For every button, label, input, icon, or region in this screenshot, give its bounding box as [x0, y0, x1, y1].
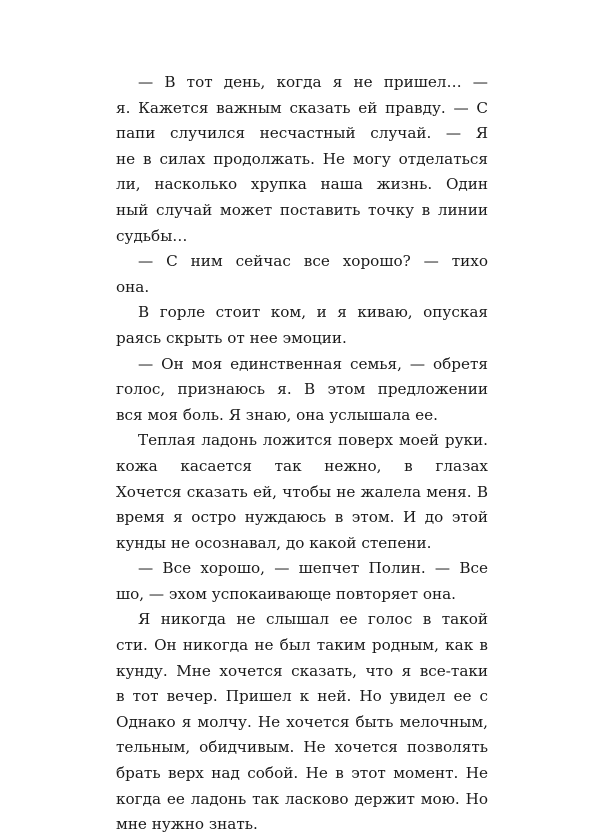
- paragraph: [116, 607, 488, 837]
- text-line: время я остро нуждаюсь в этом. И до этой: [116, 508, 488, 527]
- paragraph: [116, 249, 488, 300]
- text-line: не в силах продолжать. Не могу отделаться: [116, 149, 488, 168]
- text-line: — Все хорошо, — шепчет Полин. — Все: [138, 559, 488, 578]
- text-line: я. Кажется важным сказать ей правду. — С: [116, 98, 488, 117]
- text-line: голос, признаюсь я. В этом предложении: [116, 380, 488, 399]
- text-line: она.: [116, 277, 150, 296]
- text-line: кунды не осознавал, до какой степени.: [116, 533, 432, 552]
- text-line: Теплая ладонь ложится поверх моей руки.: [138, 431, 488, 450]
- text-line: В горле стоит ком, и я киваю, опуская: [138, 303, 488, 322]
- text-line: Хочется сказать ей, чтобы не жалела меня. В: [116, 482, 488, 501]
- text-line: вся моя боль. Я знаю, она услышала ее.: [116, 405, 438, 424]
- paragraph: [116, 352, 488, 429]
- paragraph: [116, 70, 488, 249]
- text-line: кунду. Мне хочется сказать, что я все-таки: [116, 661, 488, 680]
- text-line: — С ним сейчас все хорошо? — тихо: [138, 252, 488, 271]
- text-line: в тот вечер. Пришел к ней. Но увидел ее с: [116, 687, 488, 706]
- text-line: когда ее ладонь так ласково держит мою. Но: [116, 789, 488, 808]
- text-line: кожа касается так нежно, в глазах: [116, 456, 488, 475]
- text-line: ный случай может поставить точку в линии: [116, 200, 488, 219]
- text-line: ли, насколько хрупка наша жизнь. Один: [116, 175, 488, 194]
- paragraph: [116, 556, 488, 607]
- paragraph: [116, 428, 488, 556]
- text-line: папи случился несчастный случай. — Я: [116, 124, 488, 143]
- text-line: тельным, обидчивым. Не хочется позволять: [116, 738, 488, 757]
- paragraph: [116, 300, 488, 351]
- text-line: — Он моя единственная семья, — обретя: [138, 354, 488, 373]
- text-line: мне нужно знать.: [116, 815, 258, 834]
- text-line: Я никогда не слышал ее голос в такой: [138, 610, 488, 629]
- text-line: брать верх над собой. Не в этот момент. Не: [116, 764, 488, 783]
- text-line: раясь скрыть от нее эмоции.: [116, 328, 347, 347]
- text-line: судьбы…: [116, 226, 188, 245]
- text-line: шо, — эхом успокаивающе повторяет она.: [116, 584, 456, 603]
- text-line: сти. Он никогда не был таким родным, как в: [116, 636, 488, 655]
- page-text: [116, 70, 488, 838]
- text-line: Однако я молчу. Не хочется быть мелочным,: [116, 712, 488, 731]
- text-line: — В тот день, когда я не пришел… —: [138, 73, 488, 91]
